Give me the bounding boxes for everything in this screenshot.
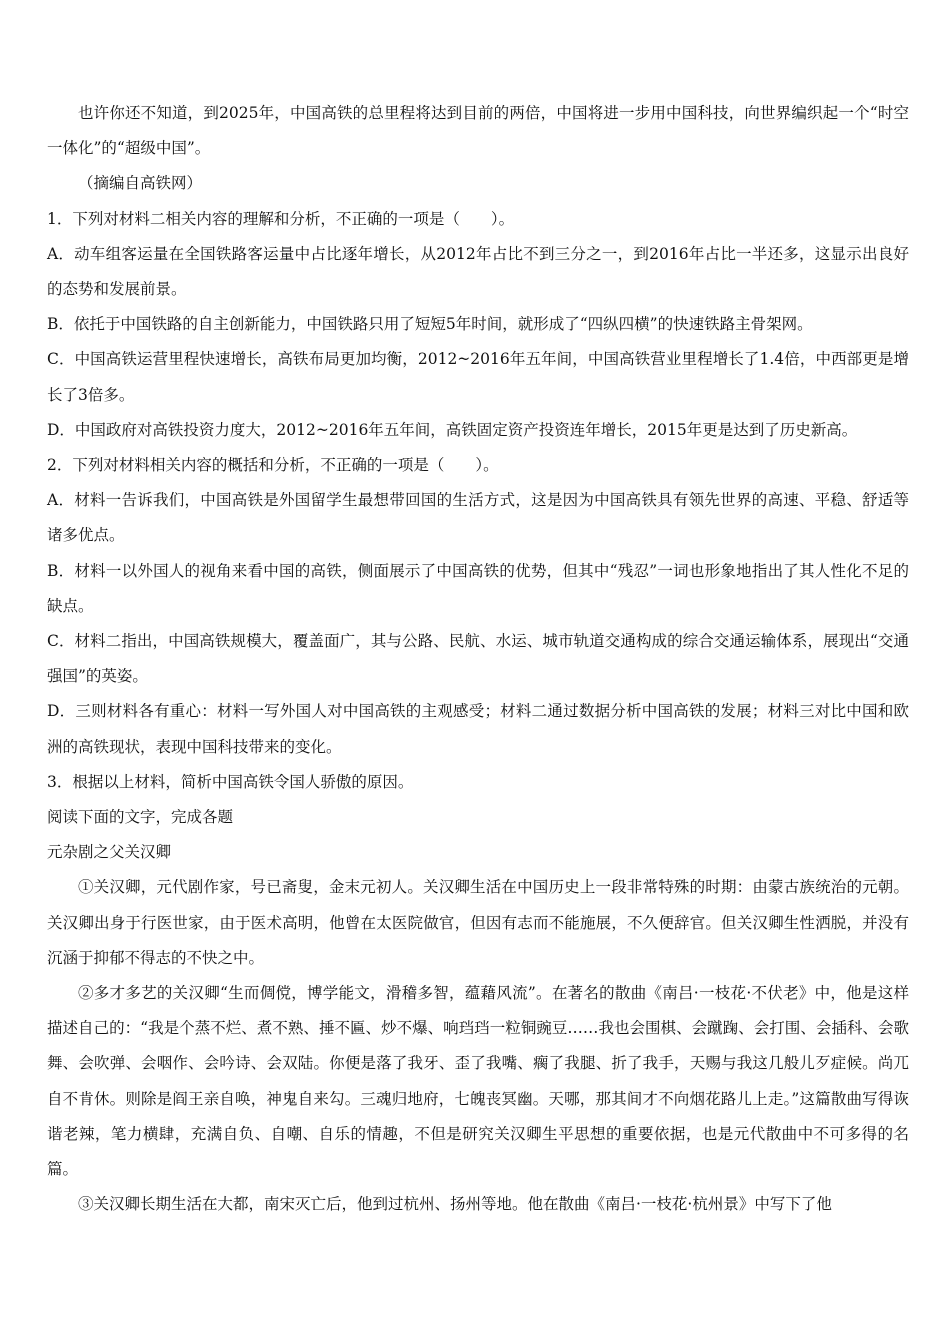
article-title: 元杂剧之父关汉卿 xyxy=(47,843,172,862)
question-1-option-a: A．动车组客运量在全国铁路客运量中占比逐年增长，从2012年占比不到三分之一，到2016年占比一半还多，这显示出良好的态势和发展前景。 xyxy=(47,244,909,299)
question-1-option-c: C．中国高铁运营里程快速增长，高铁布局更加均衡，2012~2016年五年间，中国高铁营业里程增长了1.4倍，中西部更是增长了3倍多。 xyxy=(47,350,909,404)
article-paragraph-2: ②多才多艺的关汉卿“生而倜傥，博学能文，滑稽多智，蕴藉风流”。在著名的散曲《南吕·一枝花·不伏老》中，他是这样描述自己的：“我是个蒸不烂、煮不熟、捶不匾、炒不爆、响珰珰一粒铜豌豆……我也会围棋、会蹴踘、会打围、会插科、会歌舞、会吹弹、会咽作、会吟诗、会双陆。你便是落了我牙、歪了我嘴、瘸了我腿、折了我手，天赐与我这几般儿歹症候。尚兀自不肯休。则除是阎王亲自唤，神鬼自来勾。三魂归地府，七魄丧冥幽。天哪，那其间才不向烟花路儿上走。”这篇散曲写得诙谐老辣，笔力横肆，充满自负、自嘲、自乐的情趣，不但是研究关汉卿生平思想的重要依据，也是元代散曲中不可多得的名篇。 xyxy=(47,984,909,1179)
question-2: 2．下列对材料相关内容的概括和分析，不正确的一项是（ ）。 xyxy=(47,456,499,475)
question-2-option-c: C．材料二指出，中国高铁规模大，覆盖面广，其与公路、民航、水运、城市轨道交通构成的综合交通运输体系，展现出“交通强国”的英姿。 xyxy=(47,632,909,686)
question-1: 1．下列对材料二相关内容的理解和分析，不正确的一项是（ ）。 xyxy=(47,209,515,228)
article-paragraph-3: ③关汉卿长期生活在大都，南宋灭亡后，他到过杭州、扬州等地。他在散曲《南吕·一枝花·杭州景》中写下了他 xyxy=(78,1195,832,1214)
question-2-option-d: D．三则材料各有重心：材料一写外国人对中国高铁的主观感受；材料二通过数据分析中国高铁的发展；材料三对比中国和欧洲的高铁现状，表现中国科技带来的变化。 xyxy=(47,702,909,756)
question-2-option-a: A．材料一告诉我们，中国高铁是外国留学生最想带回国的生活方式，这是因为中国高铁具有领先世界的高速、平稳、舒适等诸多优点。 xyxy=(47,491,909,545)
question-1-option-d: D．中国政府对高铁投资力度大，2012~2016年五年间，高铁固定资产投资连年增长，2015年更是达到了历史新高。 xyxy=(47,420,858,439)
paragraph-closing-remark: 也许你还不知道，到2025年，中国高铁的总里程将达到目前的两倍，中国将进一步用中国科技，向世界编织起一个“时空一体化”的“超级中国”。 xyxy=(47,104,909,158)
question-1-option-b: B．依托于中国铁路的自主创新能力，中国铁路只用了短短5年时间，就形成了“四纵四横”的快速铁路主骨架网。 xyxy=(47,315,813,334)
article-paragraph-1: ①关汉卿，元代剧作家，号已斋叟，金末元初人。关汉卿生活在中国历史上一段非常特殊的时期：由蒙古族统治的元朝。关汉卿出身于行医世家，由于医术高明，他曾在太医院做官，但因有志而不能施展，不久便辞官。但关汉卿生性洒脱，并没有沉涵于抑郁不得志的不快之中。 xyxy=(47,878,909,967)
question-3: 3．根据以上材料，简析中国高铁令国人骄傲的原因。 xyxy=(47,772,414,791)
document-page xyxy=(47,96,909,1223)
reading-instruction: 阅读下面的文字，完成各题 xyxy=(47,808,234,827)
source-note: （摘编自高铁网） xyxy=(78,174,203,193)
question-2-option-b: B．材料一以外国人的视角来看中国的高铁，侧面展示了中国高铁的优势，但其中“残忍”一词也形象地指出了其人性化不足的缺点。 xyxy=(47,561,909,615)
